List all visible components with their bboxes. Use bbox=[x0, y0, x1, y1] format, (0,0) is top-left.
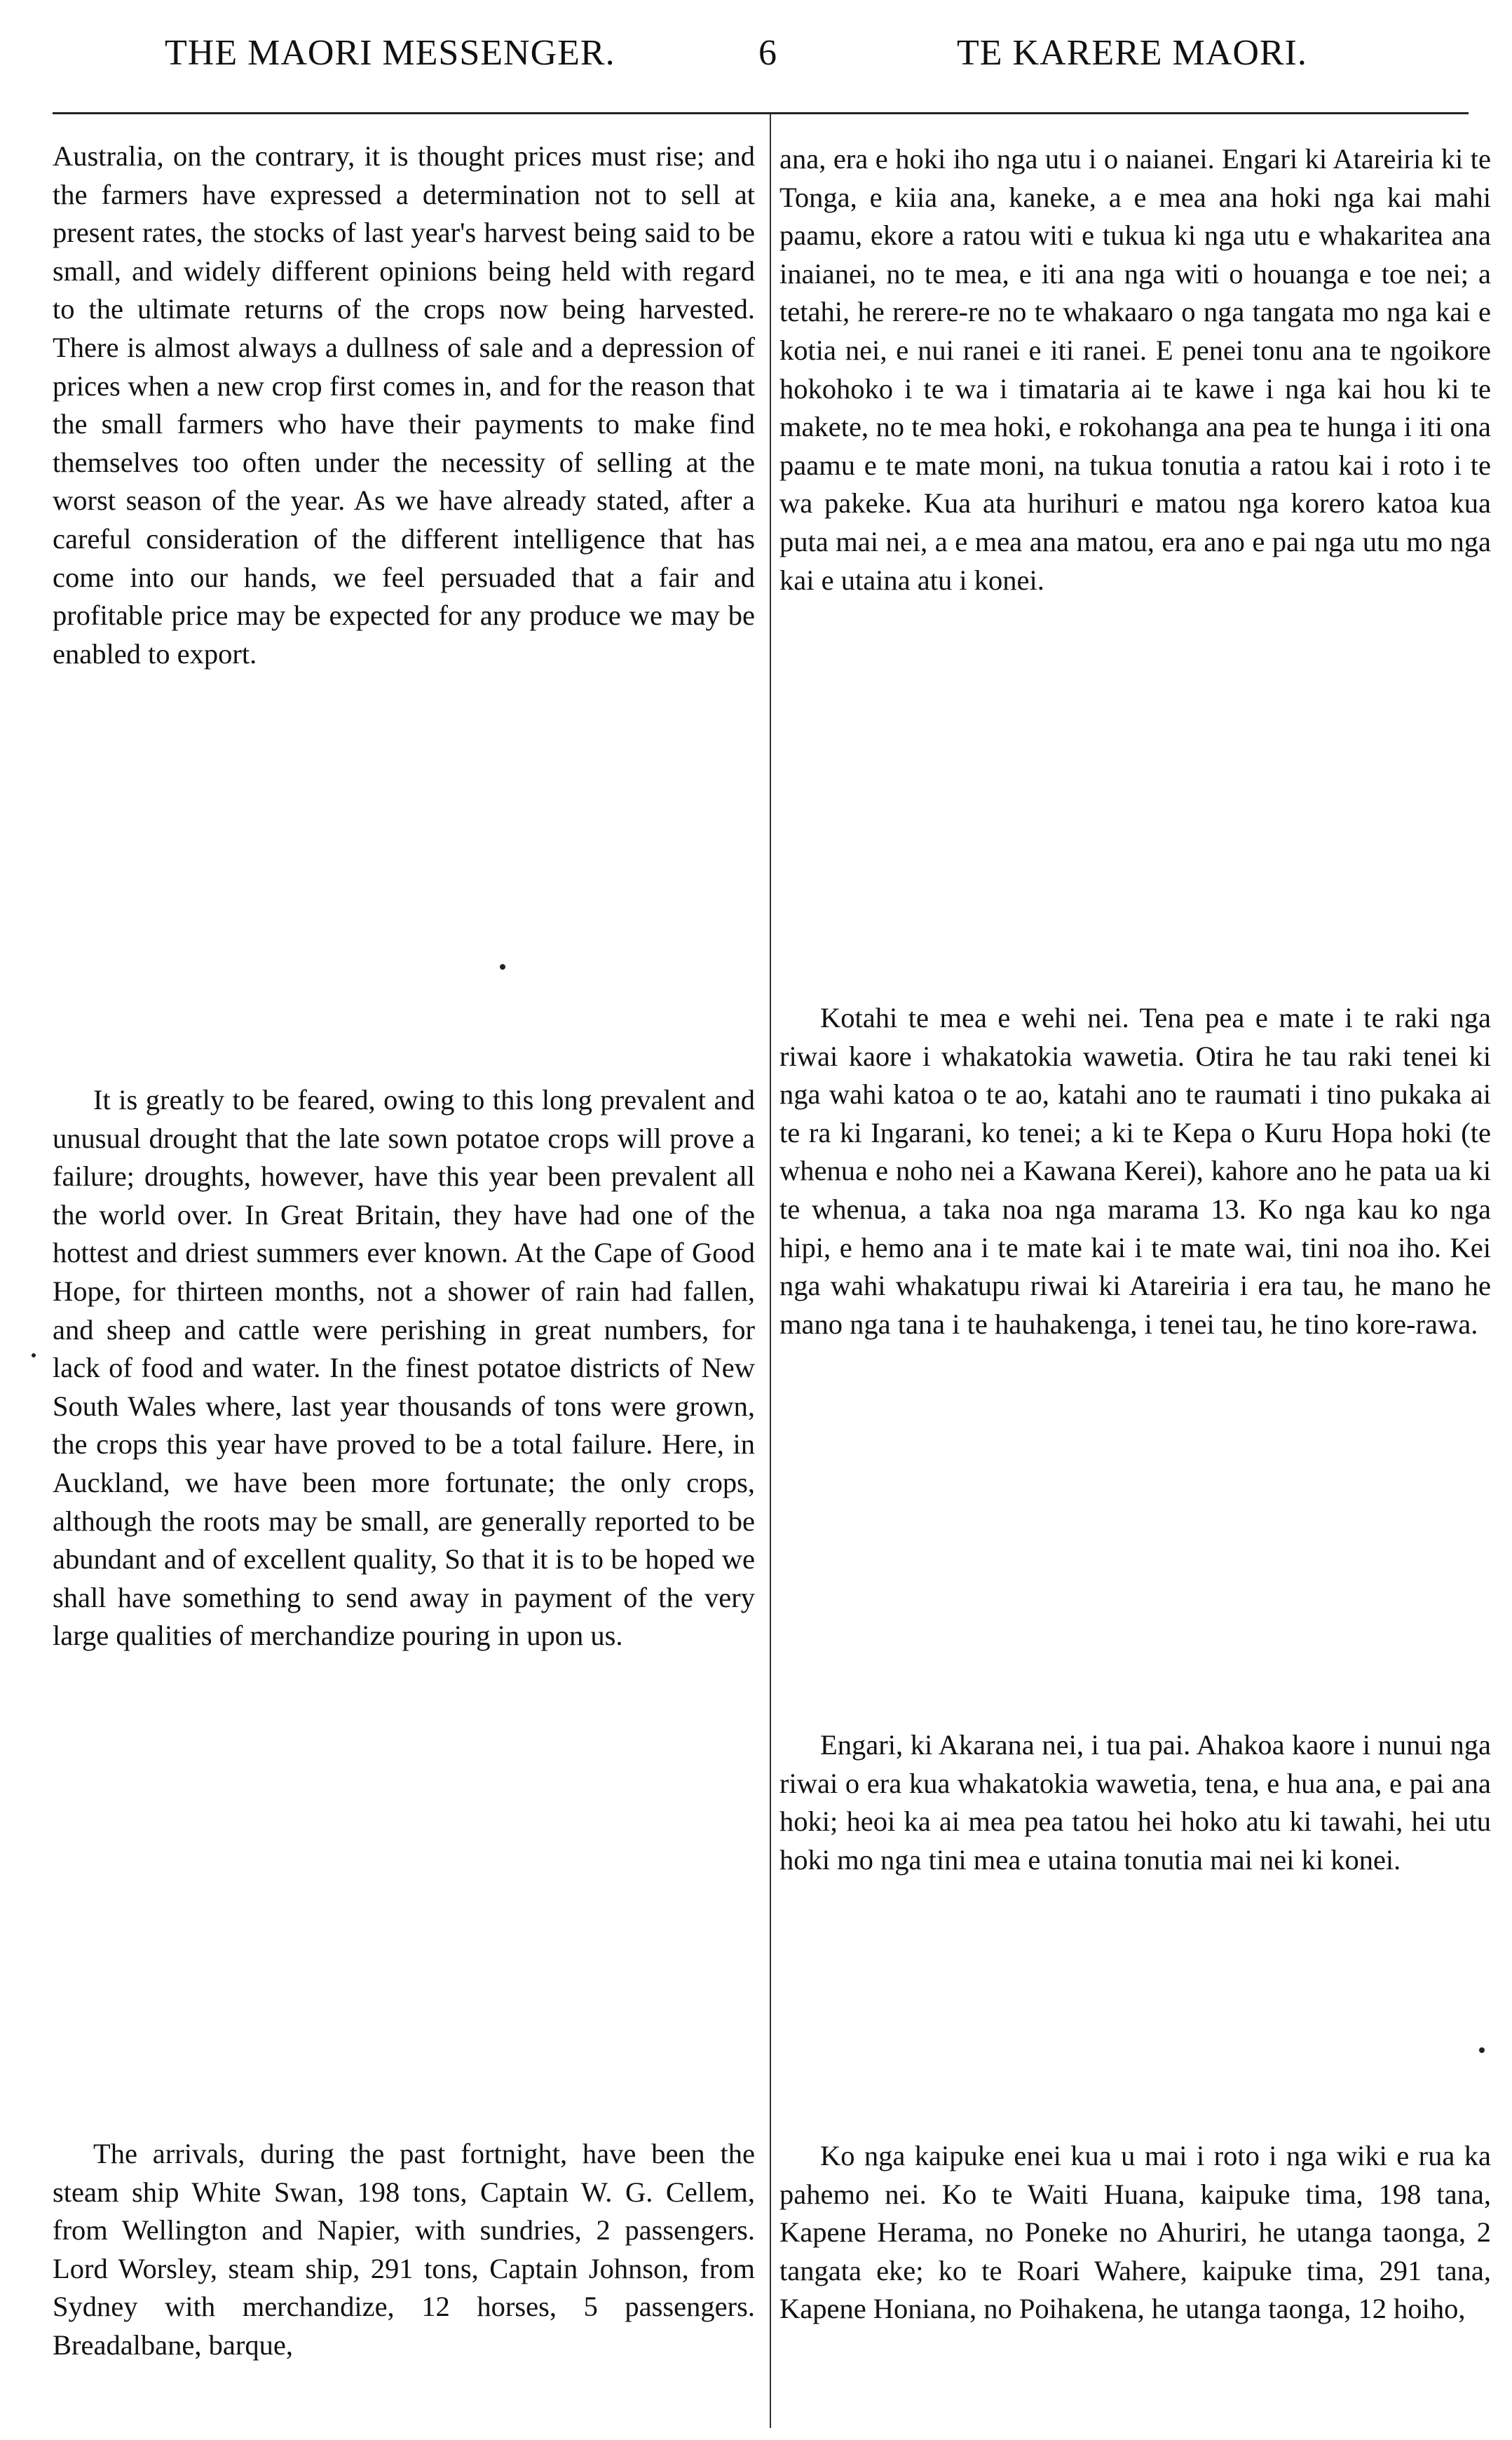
maori-paragraph-utu: ana, era e hoki iho nga utu i o naianei. Engari ki Atareiria ki te Tonga, e kiia ana, kaneke, a e mea ana hoki nga kai mahi paamu, ekore a ratou witi e tukua ki nga utu e whakaritea ana inaianei, no te mea, e iti ana nga witi o houanga e toe nei; a tetahi, he rerere-re no te whakaaro o nga tangata mo nga kai e kotia nei, e nui ranei e iti ranei. E penei tonu ana te ngoikore hokohoko i te wa i timataria ai te kawe i nga kai hou ki te makete, no te mea hoki, e rokohanga ana pea te hunga i iti ona paamu e te mate moni, na tukua tonutia a ratou kai i roto i te wa pakeke. Kua ata hurihuri e matou nga korero katoa kua puta mai nei, a e mea ana matou, era ano e pai nga utu mo nga kai e utaina atu i konei. bbox=[779, 143, 1491, 596]
print-speck bbox=[32, 1353, 36, 1357]
english-paragraph-arrivals: The arrivals, during the past fortnight, have been the steam ship White Swan, 198 tons, Captain W. G. Cellem, from Wellington and Napier, with sundries, 2 passengers. Lord Worsley, steam ship, 291 tons, Captain Johnson, from Sydney with merchandize, 12 horses, 5 passengers. Breadalbane, barque, bbox=[53, 2138, 755, 2361]
maori-paragraph-raki: Kotahi te mea e wehi nei. Tena pea e mate i te raki nga riwai kaore i whakatokia wawetia. Otira he tau raki tenei ki nga wahi katoa o te ao, katahi ano te raumati i tino pukaka ai te ra ki Ingarani, ko tenei; a ki te Kepa o Kuru Hopa hoki (te whenua e noho nei a Kawana Kerei), kahore ano he pata ua ki te whenua, a taka noa nga marama 13. Ko nga kau ko nga hipi, e hemo ana i te mate kai i te mate wai, tini noa iho. Kei nga wahi whakatupu riwai ki Atareiria i era tau, he mano he mano nga tana i te hauhakenga, i tenei tau, he tino kore-rawa. bbox=[779, 1002, 1491, 1340]
maori-masthead: TE KARERE MAORI. bbox=[957, 33, 1307, 73]
english-masthead: THE MAORI MESSENGER. bbox=[165, 33, 615, 73]
maori-paragraph-kaipuke: Ko nga kaipuke enei kua u mai i roto i nga wiki e rua ka pahemo nei. Ko te Waiti Huana, kaipuke tima, 198 tana, Kapene Herama, no Poneke no Ahuriri, he utanga taonga, 2 tangata eke; ko te Roari Wahere, kaipuke tima, 291 tana, Kapene Honiana, no Poihakena, he utanga taonga, 12 hoiho, bbox=[779, 2140, 1491, 2325]
column-divider bbox=[770, 114, 771, 2428]
header-rule bbox=[53, 112, 1469, 114]
page-number: 6 bbox=[758, 33, 777, 73]
english-paragraph-prices: Australia, on the contrary, it is thought prices must rise; and the farmers have expressed a determination not to sell at present rates, the stocks of last year's harvest being said to be small, and widely different opinions being held with regard to the ultimate returns of the crops now being harvested. There is almost always a dullness of sale and a depression of prices when a new crop first comes in, and for the reason that the small farmers who have their payments to make find themselves too often under the necessity of selling at the worst season of the year. As we have already stated, after a careful consideration of the different intelligence that has come into our hands, we feel persuaded that a fair and profitable price may be expected for any produce we may be enabled to export. bbox=[53, 140, 755, 670]
print-speck bbox=[500, 964, 505, 970]
print-speck bbox=[1479, 2047, 1485, 2053]
english-paragraph-drought: It is greatly to be feared, owing to this long prevalent and unusual drought that the late sown potatoe crops will prove a failure; droughts, however, have this year been prevalent all the world over. In Great Britain, they have had one of the hottest and driest summers ever known. At the Cape of Good Hope, for thirteen months, not a shower of rain had fallen, and sheep and cattle were perishing in great numbers, for lack of food and water. In the finest potatoe districts of New South Wales where, last year thousands of tons were grown, the crops this year have proved to be a total failure. Here, in Auckland, we have been more fortunate; the only crops, although the roots may be small, are generally reported to be abundant and of excellent quality, So that it is to be hoped we shall have something to send away in payment of the very large qualities of merchandize pouring in upon us. bbox=[53, 1084, 755, 1652]
maori-paragraph-akarana: Engari, ki Akarana nei, i tua pai. Ahakoa kaore i nunui nga riwai o era kua whakatokia wawetia, tena, e hua ana, e pai ana hoki; heoi ka ai mea pea tatou hei hoko atu ki tawahi, hei utu hoki mo nga tini mea e utaina tonutia mai nei ki konei. bbox=[779, 1729, 1491, 1876]
page-header bbox=[0, 20, 1512, 97]
